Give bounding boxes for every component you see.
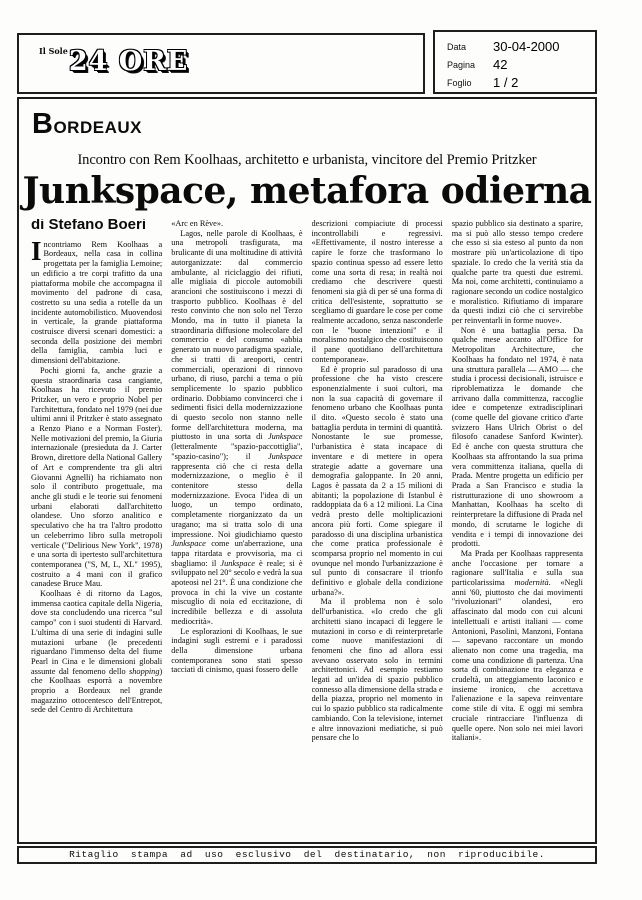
logo-24-ore: 24 ORE	[68, 46, 189, 77]
paragraph: Ed è proprio sul paradosso di una professione che ha visto crescere esponenzialmente i suoi cultori, ma non la sua capacità di governare il fenomeno urbano che Koolhaas punta il dito. «Questo secolo è stato una battaglia perduta in termini di quantità. Nonostante le sue promesse, l'urbanistica è stata incapace di inventare e di mettere in opera strategie adatte a governare una demografia galoppante. In 20 anni, Lagos è passata da 2 a 15 milioni di abitanti; la popolazione di Istanbul è raddoppiata da 6 a 12 milioni. La Cina vedrà presto delle moltiplicazioni ancora più forti. Come spiegare il paradosso di una disciplina urbanistica che come pratica professionale è scomparsa proprio nel momento in cui ovunque nel mondo l'urbanizzazione è sul punto di consacrare il trionfo definitivo e globale della condizione urbana?».	[311, 364, 443, 597]
sheet-value: 1 / 2	[493, 75, 519, 90]
paragraph: «Arc en Rève».	[171, 219, 224, 228]
clipping-info-box	[433, 30, 597, 94]
paragraph: Ma il problema non è solo dell'urbanistica. «Io credo che gli architetti siano incapaci di leggere le mutazioni in corso e di reinterpretarle come nuove manifestazioni di fenomeni che fino ad allora essi avevano osservato solo in termini architettonici. Ad esempio restiamo legati ad un'idea di spazio pubblico connesso alla dimensione della strada e della piazza, proprio nel momento in cui lo spazio pubblico sta radicalmente cambiando. Con la televisione, internet e altre innovazioni mediatiche, si può pensare che lo	[311, 597, 443, 743]
logo-il-sole: Il Sole	[39, 46, 68, 56]
article-subtitle: Incontro con Rem Koolhaas, architetto e urbanista, vincitore del Premio Pritzker	[77, 152, 537, 168]
info-row-date	[447, 39, 595, 54]
info-row-page	[447, 57, 595, 72]
article-headline: Junkspace, metafora odierna	[22, 170, 592, 212]
paragraph: Lagos, nelle parole di Koolhaas, è una metropoli trasfigurata, ma brulicante di una moltitudine di attività autorganizzate: dal commercio ambulante, al riciclaggio dei rifiuti, alle migliaia di piccole automobili arancioni che sostituiscono i mezzi di trasporto pubblico. Koolhaas è del resto convinto che non solo nel Terzo Mondo, ma in tutto il pianeta la straordinaria diffusione molecolare del commercio e del consumo «abbia generato un nuovo paradigma spaziale, che si tratti di areoporti, centri commerciali, operazioni di rinnovo urbano, di riuso, parchi a tema o più semplicemente lo spazio pubblico ordinario. Dobbiamo convincerci che i sedimenti fisici della modernizzazione di questo secolo non stanno nelle forme dell'architettura moderna, ma piuttosto in una sorta di Junkspace (letteralmente "spazio-paccottiglia", "spazio-casino"); il Junkspace rappresenta ciò che ci resta della modernizzazione, o meglio è il contenitore stesso della modernizzazione. Evoca l'idea di un luogo, un tempo ordinato, completamente riorganizzato da un uragano; ma si tratta solo di una impressione. Noi giudichiamo questo Junkspace come un'aberrazione, una tappa ritardata e provvisoria, ma ci sbagliamo: il Junkspace è reale; si è sviluppato nel 20° secolo e vedrà la sua apoteosi nel 21°. È una condizione che provoca in chi la vive un costante miscuglio di noia ed eccitazione, di incredibile bellezza e di assoluta mediocrità».	[171, 228, 303, 626]
sheet-label: Foglio	[447, 78, 472, 88]
paragraph: Non è una battaglia persa. Da qualche mese accanto all'Office for Metropolitan Architecture, che Koolhaas ha fondato nel 1974, è nata una struttura parallela — AMO — che studia i processi decisionali, istruisce e riproblematizza le domande che arrivano dalla committenza, raccoglie idee e competenze extradisciplinari (come quelle del giovane critico d'arte svizzero Hans Ulrich Obrist o del filosofo canadese Sanford Kwinter). Ed è anche con questa struttura che Koolhaas sta affrontando la sua prima vera committenza italiana, quella di Prada. Mentre progetta un edificio per Prada a San Francisco e studia la ristrutturazione di uno showroom a Manhattan, Koolhaas ha scelto di reinterpretare la diffusione di Prada nel mondo, di scrutarne le logiche di vendita e i tempi di innovazione dei prodotti.	[451, 325, 583, 549]
newspaper-logo	[39, 46, 188, 77]
article-column-1	[31, 219, 162, 844]
section-kicker: BORDEAUX	[32, 108, 142, 140]
article-box	[17, 97, 597, 844]
article-column-4	[452, 219, 583, 844]
paragraph: Koolhaas è di ritorno da Lagos, immensa caotica capitale della Nigeria, dove sta concludendo una ricerca "sul campo" con i suoi studenti di Harvard. L'ultima di una serie di indagini sulle mutazioni urbane (le precedenti riguardano l'immenso delta del fiume Pearl in Cina e le dimensioni globali assunte dal fenomeno dello shopping) che Koolhaas esporrà a novembre proprio a Bordeaux nel grande magazzino ottocentesco dell'Entrepot, sede del Centro di Architettura	[31, 589, 163, 715]
byline: di Stefano Boeri	[31, 219, 147, 233]
article-column-3	[312, 219, 443, 844]
article-column-2	[171, 219, 302, 844]
article-columns	[31, 219, 583, 844]
page-value: 42	[493, 57, 508, 72]
masthead-box	[17, 33, 425, 94]
page-label: Pagina	[447, 60, 476, 70]
date-label: Data	[447, 42, 467, 52]
copyright-strip	[17, 846, 597, 864]
paragraph: descrizioni compiaciute di processi incontrollabili e regressivi. «Effettivamente, il nostro interesse a capire le forze che trasformano lo spazio continua spesso ad essere letto come una sorta di resa; in realtà noi crediamo che descrivere questi fenomeni sia già di per sé una forma di critica dell'esistente, soprattutto se scegliamo di guardare le cose per come realmente accadono, senza nasconderle con le "buone intenzioni" e il moralismo nostalgico che costituiscono il pane quotidiano dell'architettura contemporanea».	[311, 219, 443, 364]
paragraph: Incontriamo Rem Koolhaas a Bordeaux, nella casa in collina progettata per la famiglia Lemoine; un edificio a tre corpi trafitto da una piattaforma mobile che accompagna il movimento del padrone di casa, costretto su una sedia a rotelle da un incidente automobilistico. Muovendosi in verticale, la grande piattaforma costruisce diversi scenari domestici: a seconda della posizione dei membri della famiglia, cambia luci e dimensioni dell'abitazione.	[31, 235, 163, 366]
paragraph: Pochi giorni fa, anche grazie a questa straordinaria casa cangiante, Koolhaas ha ricevuto il premio Pritzker, un vero e proprio Nobel per l'architettura, fondato nel 1979 (nei due ultimi anni il Pritzker è stato assegnato a Renzo Piano e a Norman Foster). Nelle motivazioni del premio, la Giuria internazionale (presieduta da J. Carter Brown, direttore della National Gallery of Art e comprendente tra gli altri Giovanni Agnelli) ha richiamato non solo il contributo progettuale, ma anche gli studi e le teorie sui fenomeni urbani elaborati dall'architetto olandese. Uno sforzo analitico e speculativo che ha tra l'altro prodotto un celeberrimo libro sulla metropoli verticale ("Delirious New York", 1978) e una sorta di ipertesto sull'architettura contemporanea ("S, M, L, XL" 1995), costruito a 4 mani con il grafico canadese Bruce Mau.	[31, 365, 163, 589]
paragraph: Le esplorazioni di Koolhaas, le sue indagini sugli estremi e i paradossi della dimensione urbana contemporanea sono stati spesso tacciati di cinismo, quasi fossero delle	[171, 626, 303, 675]
paragraph: Ma Prada per Koolhaas rappresenta anche l'occasione per tornare a ragionare sull'Italia e sulla sua particolarissima modernità. «Negli anni '60, piuttosto che dai movimenti "rivoluzionari" olandesi, ero affascinato dal modo con cui alcuni intellettuali e artisti italiani — come Antonioni, Pasolini, Manzoni, Fontana — sapevano raccontare un mondo alienato non come una tragedia, ma come una condizione di partenza. Una sorta di combinazione tra eleganza e crudeltà, un atteggiamento laconico e insieme ironico, che accettava l'alienazione e la sapeva reinventare come stile di vita. E oggi mi sembra cruciale rintracciare l'influenza di quelle opere. Non solo nei miei lavori italiani».	[451, 548, 583, 743]
date-value: 30-04-2000	[493, 39, 560, 54]
copyright-notice: Ritaglio stampa ad uso esclusivo del destinatario, non riproducibile.	[69, 849, 545, 860]
paragraph: spazio pubblico sia destinato a sparire, ma si può allo stesso tempo credere che esso si sia esteso al punto da non mostrare più un'articolazione di tipo spaziale. Io credo che la verità stia da qualche parte tra questi due estremi. Ma noi, come architetti, continuiamo a ragionare secondo un codice nostalgico e moralistico. Rifiutiamo di imparare da questi indizi ciò che ci servirebbe per reinventarli in forme nuove».	[451, 219, 583, 326]
info-row-sheet	[447, 75, 595, 90]
